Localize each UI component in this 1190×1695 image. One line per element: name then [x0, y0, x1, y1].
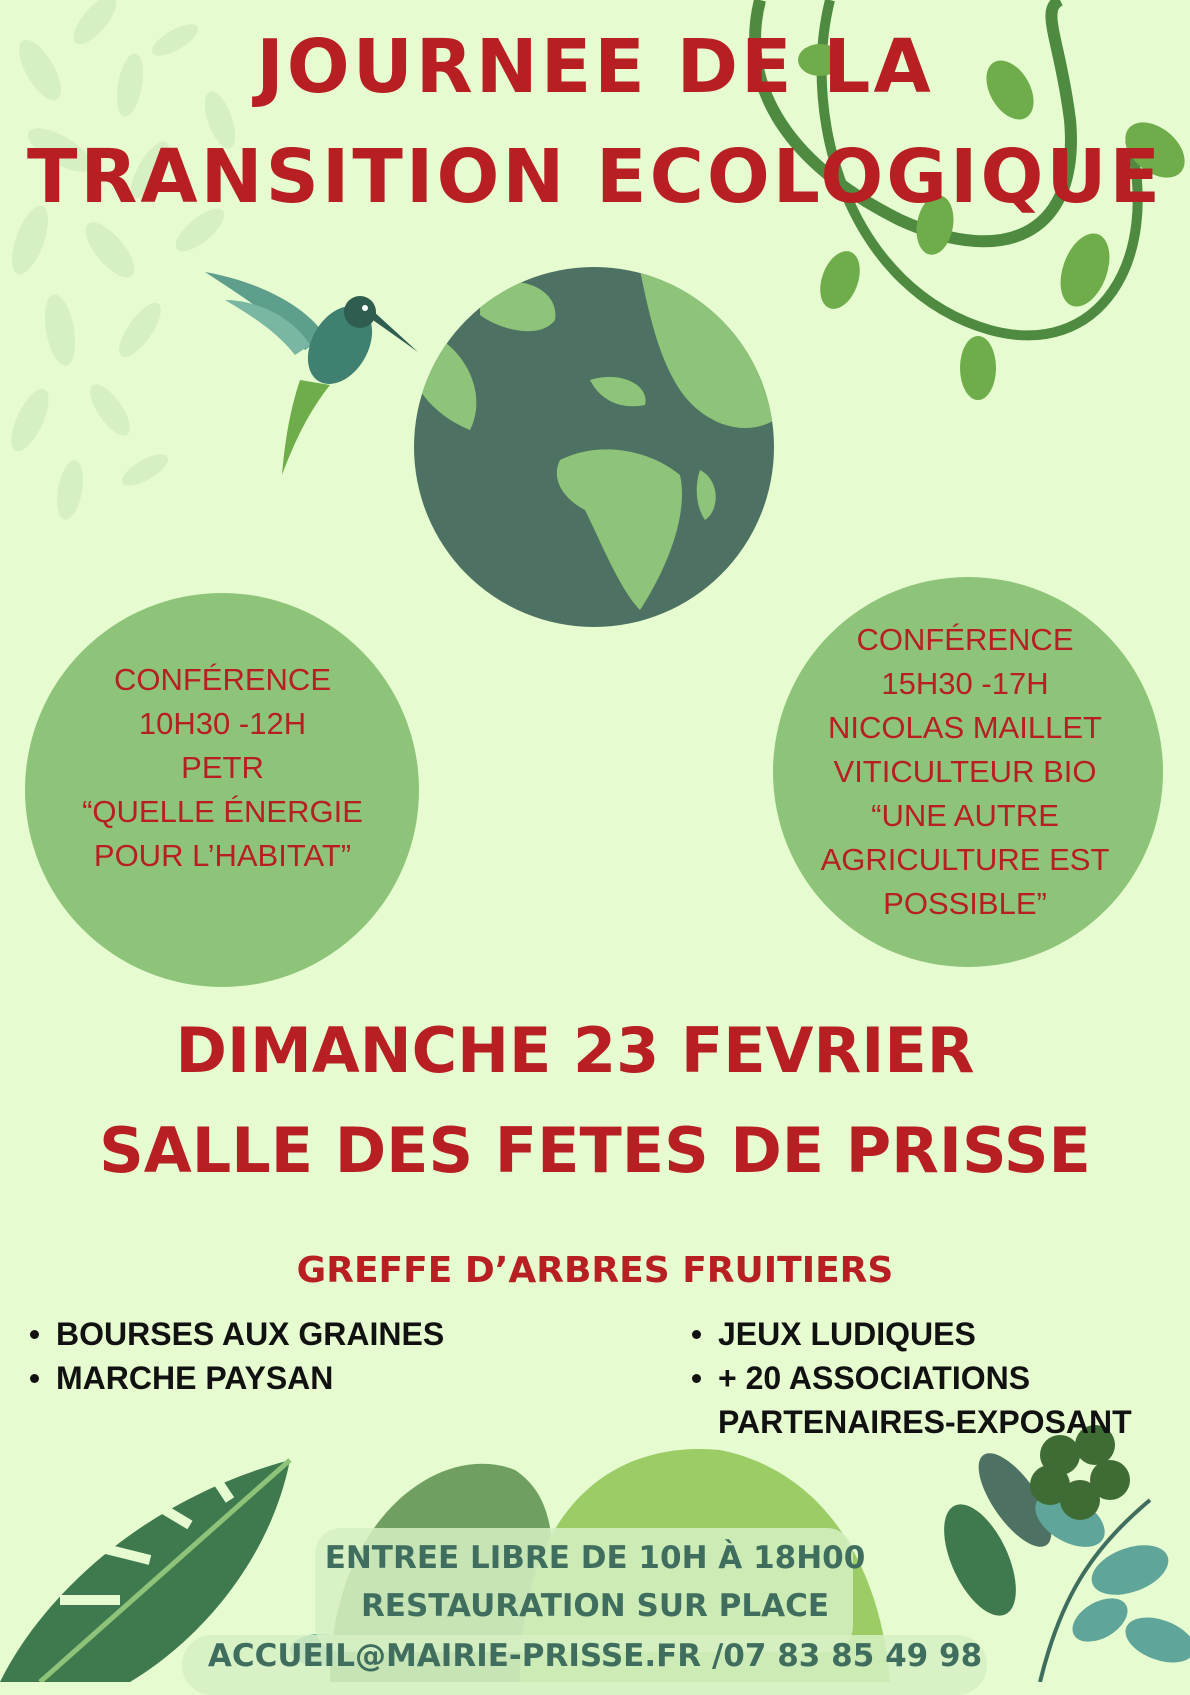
page-title-line-2: TRANSITION ECOLOGIQUE: [26, 134, 1164, 220]
list-item-continuation: PARTENAIRES-EXPOSANT: [718, 1404, 1132, 1440]
conference-left-line: 10H30 -12H: [138, 706, 307, 741]
conference-right-line: NICOLAS MAILLET: [828, 710, 1102, 745]
activities-list-right: [690, 1312, 1132, 1444]
conference-right-line: AGRICULTURE EST: [820, 842, 1110, 877]
contact-info: ACCUEIL@MAIRIE-PRISSE.FR /07 83 85 49 98: [207, 1638, 983, 1674]
food-info: RESTAURATION SUR PLACE: [360, 1588, 830, 1624]
hummingbird-illustration: [205, 272, 418, 475]
conference-left-line: PETR: [181, 750, 264, 785]
entry-info: ENTREE LIBRE DE 10H À 18H00: [324, 1540, 866, 1576]
page-title-line-1: JOURNEE DE LA: [256, 24, 934, 110]
list-item: MARCHE PAYSAN: [28, 1356, 444, 1400]
list-item: BOURSES AUX GRAINES: [28, 1312, 444, 1356]
event-place: SALLE DES FETES DE PRISSE: [99, 1114, 1091, 1187]
conference-left-text: [30, 658, 415, 878]
conference-right-line: CONFÉRENCE: [856, 622, 1074, 657]
conference-left-line: CONFÉRENCE: [113, 662, 331, 697]
event-date: DIMANCHE 23 FEVRIER: [175, 1014, 975, 1087]
earth-globe-illustration: [410, 267, 775, 627]
conference-right-line: VITICULTEUR BIO: [833, 754, 1097, 789]
list-item: + 20 ASSOCIATIONS: [690, 1356, 1132, 1400]
activities-list-left: [28, 1312, 444, 1400]
conference-right-line: “UNE AUTRE: [871, 798, 1059, 833]
conference-right-line: POSSIBLE”: [883, 886, 1047, 921]
list-item: JEUX LUDIQUES: [690, 1312, 1132, 1356]
conference-right-line: 15H30 -17H: [881, 666, 1049, 701]
activities-headline: GREFFE D’ARBRES FRUITIERS: [296, 1250, 894, 1291]
conference-right-text: [785, 618, 1145, 926]
conference-left-line: “QUELLE ÉNERGIE: [82, 794, 363, 829]
conference-left-line: POUR L’HABITAT”: [93, 838, 352, 873]
